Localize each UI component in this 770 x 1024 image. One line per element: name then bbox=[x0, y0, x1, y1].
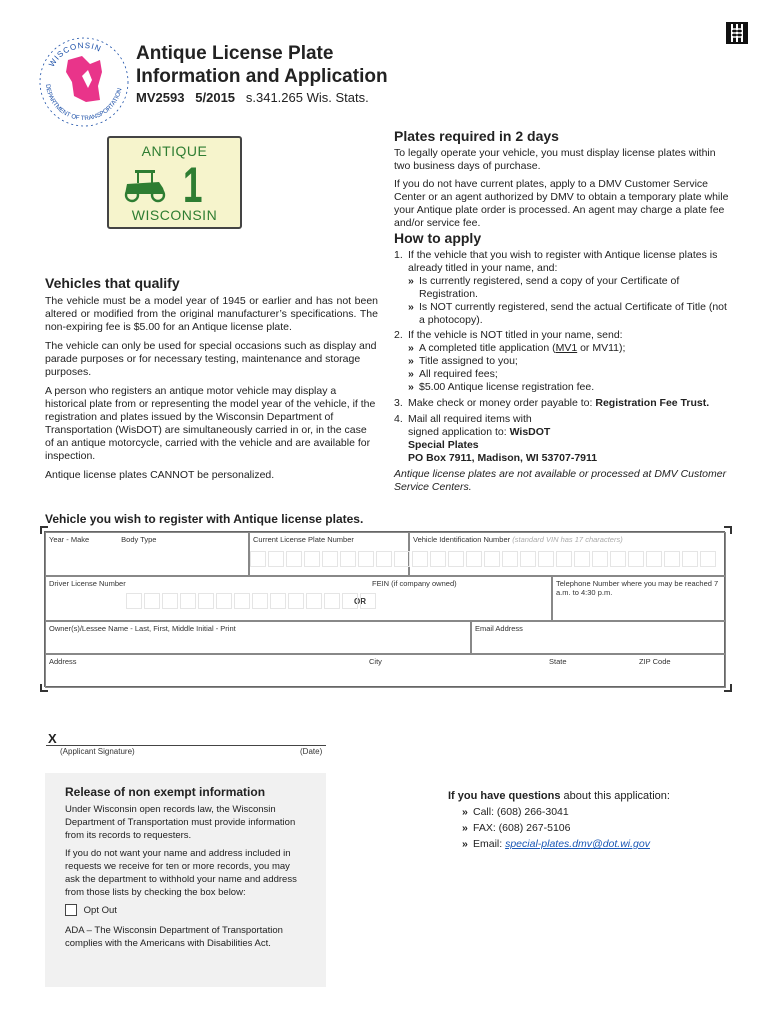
vehicles-qualify-section bbox=[45, 275, 378, 482]
plates-required-para2: If you do not have current plates, apply to a DMV Customer Service Center or an agent authorized by DMV to obtain a temporary plate while your Antique plate order is processed. An agent may charge a plate fee and/or service fee. bbox=[394, 178, 729, 229]
signature-line[interactable] bbox=[46, 745, 326, 746]
antique-car-icon bbox=[119, 166, 171, 204]
telephone-field[interactable]: Telephone Number where you may be reached 7 a.m. to 4:30 p.m. bbox=[552, 576, 726, 621]
qualify-para2: The vehicle can only be used for special occasions such as display and parade purposes or for necessary testing, maintenance and storage purposes. bbox=[45, 340, 377, 378]
step-2-bullet-2: » Title assigned to you; bbox=[408, 355, 518, 367]
release-info-box bbox=[45, 773, 326, 987]
ada-statement: ADA – The Wisconsin Department of Transportation complies with the Americans with Disabilities Act. bbox=[65, 925, 283, 949]
driver-license-field[interactable]: Driver License Number FEIN (if company owned) OR bbox=[45, 576, 552, 621]
email-link[interactable]: special-plates.dmv@dot.wi.gov bbox=[505, 838, 650, 850]
step-2: 2. If the vehicle is NOT titled in your name, send: bbox=[394, 329, 623, 341]
questions-section bbox=[448, 785, 708, 851]
how-to-apply-heading: How to apply bbox=[394, 230, 482, 246]
antique-plate-image bbox=[107, 136, 242, 229]
owner-name-field[interactable]: Owner(s)/Lessee Name - Last, First, Middle Initial - Print bbox=[45, 621, 471, 654]
signature-x: X bbox=[48, 731, 57, 746]
vin-field[interactable]: Vehicle Identification Number (standard VIN has 17 characters) bbox=[409, 532, 726, 576]
city-label: City bbox=[369, 657, 382, 666]
step-2-bullet-4: » $5.00 Antique license registration fee. bbox=[408, 381, 595, 393]
opt-out-row bbox=[65, 904, 305, 916]
opt-out-checkbox[interactable] bbox=[65, 904, 77, 916]
zip-label: ZIP Code bbox=[639, 657, 671, 666]
form-section-title: Vehicle you wish to register with Antique license plates. bbox=[45, 512, 364, 526]
plate-number: 1 bbox=[183, 157, 203, 213]
questions-call: » Call: (608) 266-3041 bbox=[462, 806, 569, 818]
how-to-apply-section bbox=[394, 230, 729, 494]
release-heading: Release of non exempt information bbox=[65, 785, 266, 799]
step-2-bullet-3: » All required fees; bbox=[408, 368, 498, 380]
mv1-link[interactable]: MV1 bbox=[555, 342, 578, 354]
or-label: OR bbox=[354, 597, 366, 606]
release-para2: If you do not want your name and address included in requests we receive for ten or more records, you may ask the department to withhold your name and address from those lists by checking the box below: bbox=[65, 848, 297, 898]
opt-out-label: Opt Out bbox=[83, 904, 117, 916]
qualify-para1: The vehicle must be a model year of 1945 or earlier and has not been altered or modified from the original manufacturer’s specifications. The non-expiring fee is $5.00 for an Antique license plate. bbox=[45, 295, 378, 333]
plate-bottom-text: WISCONSIN bbox=[131, 207, 218, 223]
email-field[interactable]: Email Address bbox=[471, 621, 726, 654]
svg-text:DEPARTMENT OF TRANSPORTATION: DEPARTMENT OF TRANSPORTATION bbox=[44, 83, 124, 123]
applicant-signature-label: (Applicant Signature) bbox=[60, 747, 135, 756]
questions-fax: » FAX: (608) 267-5106 bbox=[462, 822, 571, 834]
year-make-field[interactable]: Year - Make Body Type bbox=[45, 532, 249, 576]
vehicle-form bbox=[44, 531, 725, 687]
questions-heading: If you have questions about this application: bbox=[448, 790, 670, 802]
page-title: Antique License Plate Information and Application bbox=[136, 43, 388, 87]
questions-email: » Email: special-plates.dmv@dot.wi.gov bbox=[462, 838, 650, 850]
statute: s.341.265 Wis. Stats. bbox=[245, 90, 369, 105]
wisdot-seal-logo bbox=[38, 36, 130, 128]
state-label: State bbox=[549, 657, 567, 666]
plates-required-heading: Plates required in 2 days bbox=[394, 128, 559, 144]
step-1-bullet-2: » Is NOT currently registered, send the actual Certificate of Title (not a photocopy). bbox=[408, 301, 727, 326]
vehicles-qualify-heading: Vehicles that qualify bbox=[45, 275, 180, 291]
form-number: MV2593 bbox=[136, 90, 185, 105]
form-identifier bbox=[136, 90, 369, 105]
plates-required-para1: To legally operate your vehicle, you must display license plates within two business days of purchase. bbox=[394, 147, 716, 172]
step-2-bullet-1: » A completed title application (MV1 or MV11); bbox=[408, 342, 626, 354]
form-date: 5/2015 bbox=[195, 90, 236, 105]
dmv-note: Antique license plates are not available or processed at DMV Customer Service Centers. bbox=[394, 468, 727, 493]
step-1-bullet-1: » Is currently registered, send a copy of your Certificate of Registration. bbox=[408, 275, 680, 300]
qr-code bbox=[726, 22, 748, 44]
qualify-para4: Antique license plates CANNOT be personalized. bbox=[45, 469, 275, 481]
step-1: 1. If the vehicle that you wish to register with Antique license plates is already titled in your name, and: bbox=[394, 249, 718, 274]
release-para1: Under Wisconsin open records law, the Wisconsin Department of Transportation must provide information from its records to requesters. bbox=[65, 804, 296, 841]
qualify-para3: A person who registers an antique motor vehicle may display a historical plate from or representing the model year of the vehicle, if the registration and plates issued by the Wisconsin Department of Transportation (WisDOT) are simultaneously carried in or, in the case of an antique motorcycle, carried with the vehicle and are available for inspection. bbox=[45, 385, 376, 462]
fein-label: FEIN (if company owned) bbox=[372, 579, 457, 588]
plate-top-text: ANTIQUE bbox=[141, 143, 208, 159]
current-plate-field[interactable]: Current License Plate Number bbox=[249, 532, 409, 576]
plates-required-section bbox=[394, 128, 729, 230]
svg-text:WISCONSIN: WISCONSIN bbox=[47, 40, 104, 69]
date-label: (Date) bbox=[300, 747, 323, 756]
step-4: 4. Mail all required items with signed application to: WisDOT Special Plates PO Box 7911, Madison, WI 53707-7911 bbox=[394, 413, 598, 464]
step-3: 3. Make check or money order payable to: Registration Fee Trust. bbox=[394, 397, 710, 409]
address-field[interactable]: Address City State ZIP Code bbox=[45, 654, 726, 688]
